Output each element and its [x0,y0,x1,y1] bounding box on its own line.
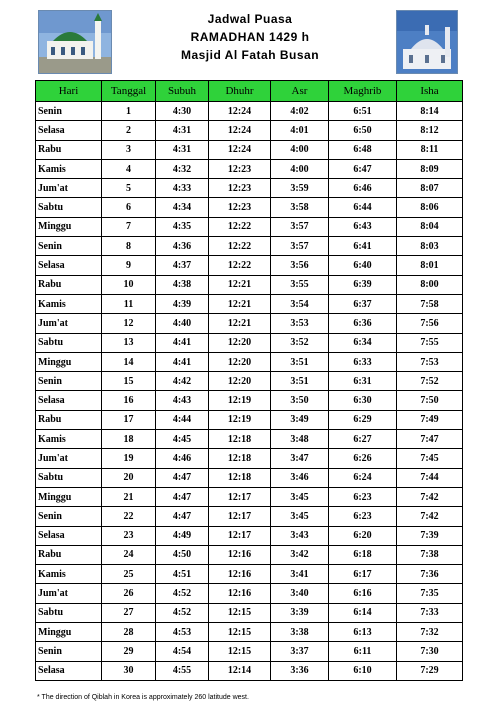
table-cell: 3:58 [271,198,329,217]
table-cell: 12:24 [209,121,271,140]
table-cell: Kamis [36,565,102,584]
table-row [36,333,463,352]
table-row [36,623,463,642]
mosque-photo-left [38,10,112,74]
table-cell: Minggu [36,623,102,642]
table-cell: 8 [102,237,156,256]
table-cell: 4:00 [271,159,329,178]
table-cell: 7:36 [397,565,463,584]
table-cell: 2 [102,121,156,140]
table-cell: 5 [102,179,156,198]
table-cell: 4:46 [156,449,209,468]
table-row [36,121,463,140]
table-cell: 3:56 [271,256,329,275]
table-cell: 4:41 [156,352,209,371]
table-cell: 30 [102,661,156,680]
table-row [36,372,463,391]
table-cell: 12:19 [209,391,271,410]
table-cell: 12:24 [209,102,271,121]
table-cell: 7:33 [397,603,463,622]
footnote: * The direction of Qiblah in Korea is approximately 260 latitude west. [37,694,249,701]
table-cell: 4:47 [156,487,209,506]
column-header: Subuh [156,81,209,102]
table-cell: 12:16 [209,584,271,603]
table-cell: 10 [102,275,156,294]
table-cell: Selasa [36,526,102,545]
table-cell: Sabtu [36,468,102,487]
table-cell: 12:23 [209,198,271,217]
table-cell: 6:51 [329,102,397,121]
table-cell: Minggu [36,217,102,236]
table-cell: 4:49 [156,526,209,545]
column-header: Hari [36,81,102,102]
column-header: Maghrib [329,81,397,102]
table-cell: 7:45 [397,449,463,468]
table-cell: 6:13 [329,623,397,642]
table-cell: 7:53 [397,352,463,371]
table-cell: 6:23 [329,507,397,526]
table-row [36,391,463,410]
table-cell: 15 [102,372,156,391]
table-cell: Jum'at [36,449,102,468]
table-cell: 6:44 [329,198,397,217]
table-cell: 3:59 [271,179,329,198]
table-cell: 16 [102,391,156,410]
table-cell: 3:36 [271,661,329,680]
table-cell: 6:17 [329,565,397,584]
table-cell: Selasa [36,391,102,410]
table-cell: 8:04 [397,217,463,236]
table-row [36,468,463,487]
table-cell: Sabtu [36,333,102,352]
title-line-3: Masjid Al Fatah Busan [180,48,320,62]
table-cell: 6:48 [329,140,397,159]
table-cell: 6:36 [329,314,397,333]
table-cell: 4:31 [156,121,209,140]
table-cell: 8:14 [397,102,463,121]
table-cell: 7:47 [397,430,463,449]
table-cell: 8:09 [397,159,463,178]
mosque-icon [39,11,111,73]
column-header: Dhuhr [209,81,271,102]
schedule-table [35,80,463,681]
table-cell: Rabu [36,410,102,429]
table-cell: 3:37 [271,642,329,661]
mosque-photo-right [396,10,458,74]
table-cell: 4:40 [156,314,209,333]
table-row [36,584,463,603]
table-cell: Sabtu [36,198,102,217]
table-body [36,102,463,681]
table-cell: 4:51 [156,565,209,584]
table-cell: Senin [36,102,102,121]
prayer-schedule [35,80,462,681]
table-cell: 11 [102,294,156,313]
table-cell: 13 [102,333,156,352]
table-row [36,102,463,121]
table-cell: 12:15 [209,623,271,642]
table-cell: 12:17 [209,526,271,545]
table-cell: 6:31 [329,372,397,391]
table-cell: Senin [36,642,102,661]
table-cell: Jum'at [36,179,102,198]
table-cell: 12:17 [209,487,271,506]
table-row [36,526,463,545]
table-cell: 7:38 [397,545,463,564]
table-cell: 12:21 [209,294,271,313]
table-cell: 12:15 [209,603,271,622]
table-cell: 3:52 [271,333,329,352]
table-cell: 7:50 [397,391,463,410]
table-row [36,217,463,236]
table-cell: 6:10 [329,661,397,680]
table-cell: 3:46 [271,468,329,487]
table-cell: 20 [102,468,156,487]
table-cell: 4:42 [156,372,209,391]
table-cell: 12:18 [209,468,271,487]
table-cell: 6:24 [329,468,397,487]
table-cell: 23 [102,526,156,545]
table-cell: Minggu [36,487,102,506]
table-cell: 6:18 [329,545,397,564]
table-row [36,545,463,564]
table-cell: Minggu [36,352,102,371]
table-cell: 6:16 [329,584,397,603]
table-cell: 12:18 [209,430,271,449]
table-cell: 28 [102,623,156,642]
table-cell: 3:43 [271,526,329,545]
table-cell: 14 [102,352,156,371]
table-cell: 4:55 [156,661,209,680]
table-cell: 4:41 [156,333,209,352]
table-row [36,314,463,333]
column-header: Tanggal [102,81,156,102]
table-cell: 6:30 [329,391,397,410]
table-cell: Kamis [36,294,102,313]
table-cell: 6:41 [329,237,397,256]
table-cell: 18 [102,430,156,449]
table-cell: 7:30 [397,642,463,661]
table-cell: 3:45 [271,487,329,506]
table-cell: 4:30 [156,102,209,121]
table-cell: 4:00 [271,140,329,159]
table-cell: 3:42 [271,545,329,564]
table-cell: 6:47 [329,159,397,178]
table-cell: 12 [102,314,156,333]
table-cell: 3:48 [271,430,329,449]
table-cell: 12:22 [209,256,271,275]
table-cell: 9 [102,256,156,275]
table-cell: 6:14 [329,603,397,622]
table-cell: 4:47 [156,507,209,526]
table-row [36,430,463,449]
table-cell: 7:49 [397,410,463,429]
table-cell: 7 [102,217,156,236]
table-cell: 6:50 [329,121,397,140]
table-cell: 4:37 [156,256,209,275]
table-cell: Rabu [36,275,102,294]
table-cell: 4:38 [156,275,209,294]
table-cell: 4 [102,159,156,178]
table-cell: 6:39 [329,275,397,294]
table-cell: Jum'at [36,314,102,333]
table-cell: 7:58 [397,294,463,313]
table-cell: 27 [102,603,156,622]
table-cell: 6:43 [329,217,397,236]
table-cell: 25 [102,565,156,584]
table-row [36,159,463,178]
table-cell: 4:34 [156,198,209,217]
page-header [0,0,493,76]
table-row [36,352,463,371]
table-cell: 6:34 [329,333,397,352]
table-cell: 3:53 [271,314,329,333]
table-header-row [36,81,463,102]
table-cell: 12:20 [209,333,271,352]
table-cell: Senin [36,237,102,256]
table-cell: 6:11 [329,642,397,661]
table-row [36,661,463,680]
table-row [36,237,463,256]
table-cell: 8:00 [397,275,463,294]
table-cell: Selasa [36,121,102,140]
title-line-1: Jadwal Puasa [207,12,293,26]
table-cell: 12:23 [209,159,271,178]
table-cell: 22 [102,507,156,526]
column-header: Isha [397,81,463,102]
table-cell: 3:45 [271,507,329,526]
table-row [36,294,463,313]
table-cell: 4:45 [156,430,209,449]
table-cell: 4:54 [156,642,209,661]
title-block [120,10,380,64]
table-cell: 6:27 [329,430,397,449]
table-cell: 3:49 [271,410,329,429]
table-cell: 12:18 [209,449,271,468]
table-cell: 12:22 [209,237,271,256]
table-cell: 8:12 [397,121,463,140]
table-cell: 12:14 [209,661,271,680]
table-cell: Kamis [36,430,102,449]
table-cell: 4:44 [156,410,209,429]
table-cell: 12:21 [209,275,271,294]
table-cell: 3:50 [271,391,329,410]
table-cell: 7:52 [397,372,463,391]
table-cell: Rabu [36,140,102,159]
table-cell: 4:01 [271,121,329,140]
table-cell: Jum'at [36,584,102,603]
table-cell: 8:01 [397,256,463,275]
table-cell: 4:02 [271,102,329,121]
table-cell: 6:46 [329,179,397,198]
table-cell: 4:53 [156,623,209,642]
table-cell: 4:36 [156,237,209,256]
table-cell: Rabu [36,545,102,564]
table-cell: 3:55 [271,275,329,294]
table-cell: 7:44 [397,468,463,487]
table-cell: 12:19 [209,410,271,429]
table-cell: 3:47 [271,449,329,468]
table-cell: 6:23 [329,487,397,506]
table-cell: 3:40 [271,584,329,603]
table-cell: Sabtu [36,603,102,622]
table-cell: 12:23 [209,179,271,198]
table-cell: 7:29 [397,661,463,680]
table-cell: 7:42 [397,487,463,506]
table-cell: Senin [36,372,102,391]
table-row [36,565,463,584]
table-cell: 12:20 [209,352,271,371]
table-cell: 6 [102,198,156,217]
table-row [36,198,463,217]
table-cell: 21 [102,487,156,506]
table-cell: 7:39 [397,526,463,545]
table-cell: 6:20 [329,526,397,545]
table-cell: 24 [102,545,156,564]
table-cell: 19 [102,449,156,468]
table-cell: 7:32 [397,623,463,642]
table-cell: 6:29 [329,410,397,429]
table-cell: 12:20 [209,372,271,391]
table-cell: 12:16 [209,545,271,564]
table-cell: 4:39 [156,294,209,313]
table-cell: 6:40 [329,256,397,275]
table-cell: 26 [102,584,156,603]
table-row [36,140,463,159]
table-cell: 3:51 [271,352,329,371]
table-cell: 3:57 [271,237,329,256]
table-cell: Selasa [36,661,102,680]
table-cell: 8:11 [397,140,463,159]
table-cell: 4:31 [156,140,209,159]
table-cell: 4:50 [156,545,209,564]
table-cell: 12:21 [209,314,271,333]
table-row [36,603,463,622]
table-cell: 4:52 [156,603,209,622]
table-cell: 4:43 [156,391,209,410]
table-row [36,275,463,294]
table-row [36,507,463,526]
table-cell: 6:26 [329,449,397,468]
column-header: Asr [271,81,329,102]
table-cell: 17 [102,410,156,429]
table-cell: 8:06 [397,198,463,217]
table-cell: 12:16 [209,565,271,584]
table-cell: 3:38 [271,623,329,642]
table-cell: 4:52 [156,584,209,603]
title-line-2: RAMADHAN 1429 h [190,30,310,44]
table-cell: 8:07 [397,179,463,198]
table-cell: 4:32 [156,159,209,178]
table-cell: 7:42 [397,507,463,526]
table-cell: 12:17 [209,507,271,526]
table-row [36,487,463,506]
table-cell: 3:57 [271,217,329,236]
table-cell: 29 [102,642,156,661]
mosque-icon [397,11,457,73]
table-cell: 4:33 [156,179,209,198]
table-cell: 12:15 [209,642,271,661]
table-row [36,642,463,661]
table-cell: 3:39 [271,603,329,622]
table-cell: Senin [36,507,102,526]
table-row [36,410,463,429]
table-cell: 8:03 [397,237,463,256]
table-cell: 6:37 [329,294,397,313]
table-row [36,449,463,468]
table-cell: 7:56 [397,314,463,333]
table-cell: 12:24 [209,140,271,159]
table-cell: 12:22 [209,217,271,236]
table-row [36,179,463,198]
table-cell: 7:55 [397,333,463,352]
table-cell: 6:33 [329,352,397,371]
table-row [36,256,463,275]
table-cell: 3:41 [271,565,329,584]
table-cell: 3 [102,140,156,159]
table-cell: Selasa [36,256,102,275]
table-cell: 4:47 [156,468,209,487]
table-cell: 3:54 [271,294,329,313]
table-cell: 4:35 [156,217,209,236]
table-cell: Kamis [36,159,102,178]
table-cell: 1 [102,102,156,121]
table-cell: 7:35 [397,584,463,603]
table-cell: 3:51 [271,372,329,391]
